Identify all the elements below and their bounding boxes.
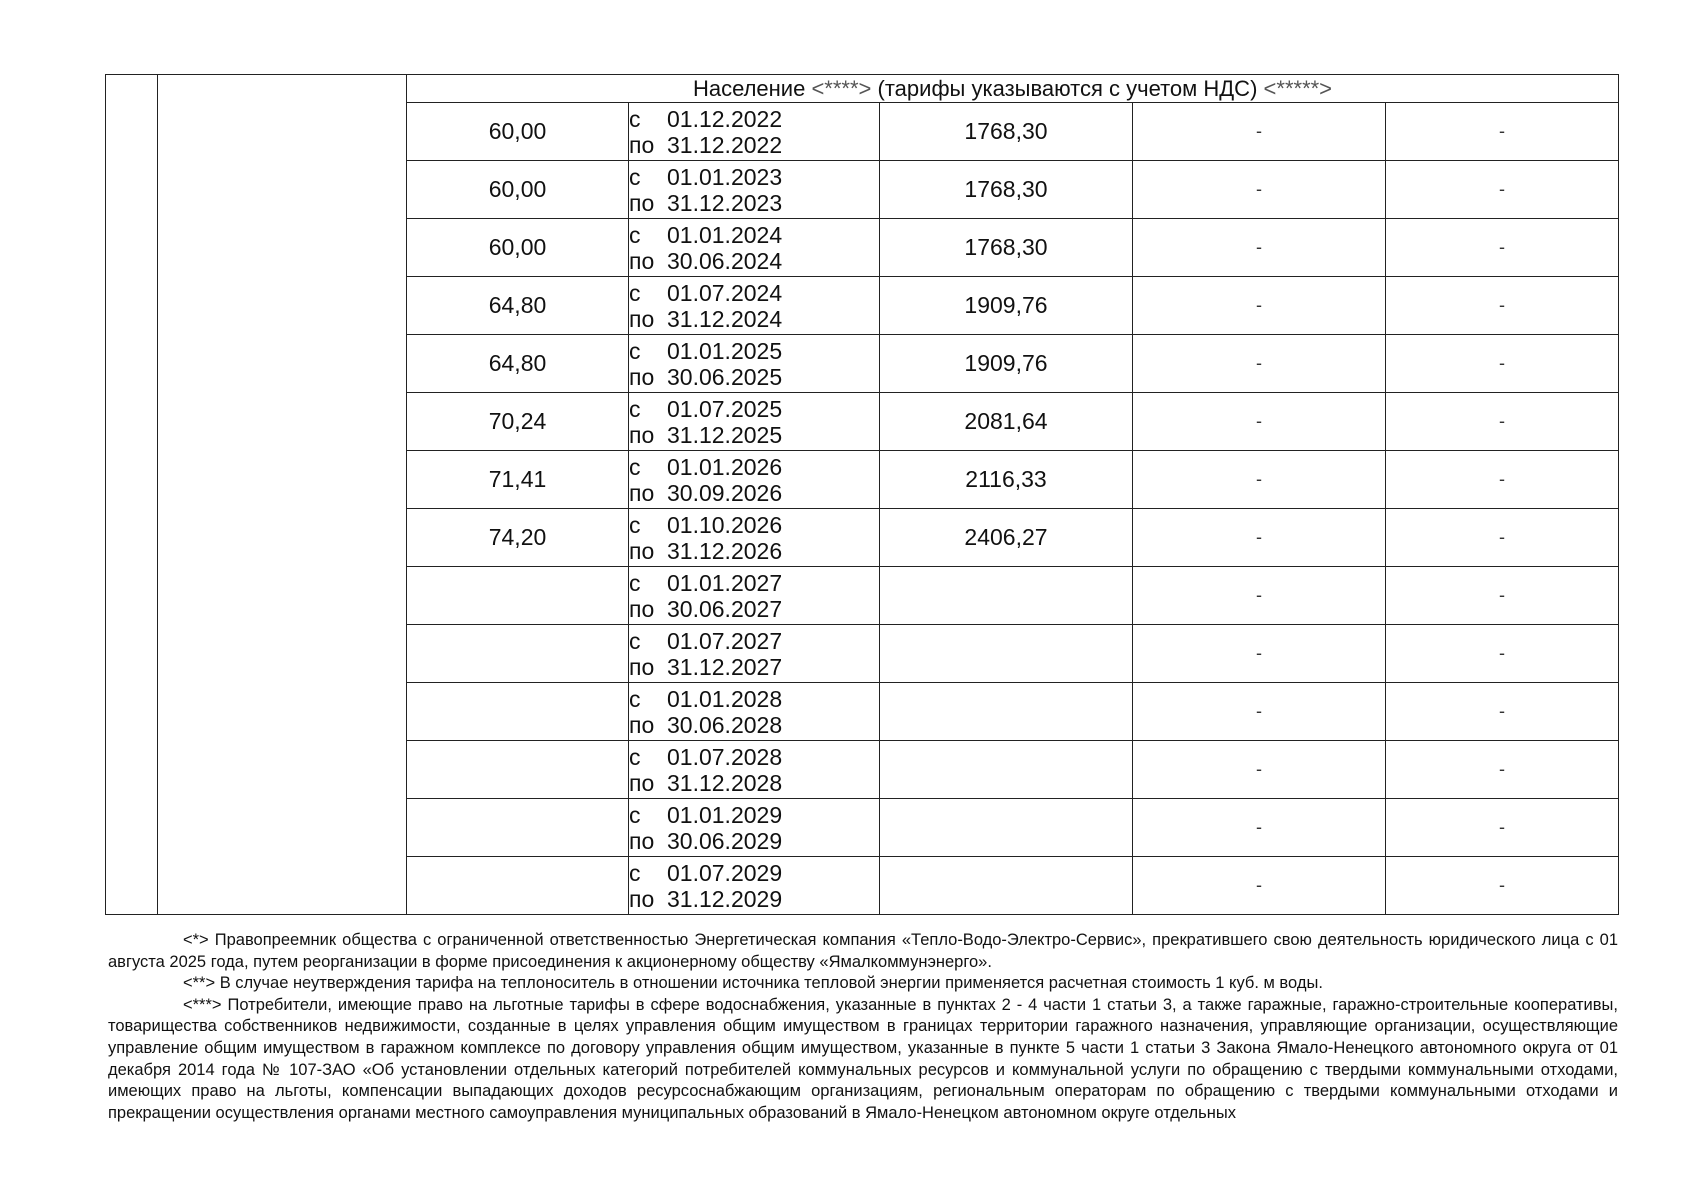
rate-cell — [407, 857, 629, 915]
price-cell — [880, 857, 1133, 915]
price-cell — [880, 625, 1133, 683]
rate-cell: 74,20 — [407, 509, 629, 567]
period-from-date: 01.07.2025 — [667, 395, 783, 422]
period-cell — [629, 799, 880, 857]
period-from-prefix: с — [629, 859, 641, 886]
period-to-date: 30.06.2028 — [667, 711, 783, 738]
period-from — [629, 802, 879, 828]
period-from-date: 01.10.2026 — [667, 511, 783, 538]
price-cell: 1768,30 — [880, 161, 1133, 219]
period-to-prefix: по — [629, 885, 655, 912]
price-cell: 1768,30 — [880, 219, 1133, 277]
period-from — [629, 860, 879, 886]
period-from-date: 01.12.2022 — [667, 105, 783, 132]
period-to-date: 30.06.2024 — [667, 247, 783, 274]
footnote-3: <***> Потребители, имеющие право на льготные тарифы в сфере водоснабжения, указанные в пунктах 2 - 4 части 1 статьи 3, а также гаражные, гаражно-строительные кооперативы, товарищества собственников недвижимости, созданные в целях управления общим имуществом в границах территории гаражного назначения, управляющие организации, осуществляющие управление общим имуществом в гаражном комплексе по договору управления общим имуществом, указанные в пункте 5 части 1 статьи 3 Закона Ямало-Ненецкого автономного округа от 01 декабря 2014 года № 107-ЗАО «Об установлении отдельных категорий потребителей коммунальных ресурсов и коммунальной услуги по обращению с твердыми коммунальными отходами, имеющих право на льготы, компенсации выпадающих доходов ресурсоснабжающим организациям, региональным операторам по обращению с твердыми коммунальными отходами и прекращении осуществления органами местного самоуправления муниципальных образований в Ямало-Ненецком автономном округе отдельных — [108, 995, 1618, 1122]
rate-cell: 60,00 — [407, 219, 629, 277]
price-cell: 1768,30 — [880, 103, 1133, 161]
header-mark-1: <****> — [811, 76, 872, 101]
period-to — [629, 248, 879, 274]
period-from-date: 01.07.2028 — [667, 743, 783, 770]
period-from-prefix: с — [629, 453, 641, 480]
dash-cell: - — [1133, 451, 1386, 509]
period-to-date: 31.12.2028 — [667, 769, 783, 796]
dash-cell: - — [1133, 335, 1386, 393]
period-from — [629, 744, 879, 770]
period-to-prefix: по — [629, 131, 655, 158]
period-from-prefix: с — [629, 163, 641, 190]
dash-cell: - — [1133, 509, 1386, 567]
period-cell — [629, 335, 880, 393]
period-to — [629, 654, 879, 680]
period-from — [629, 106, 879, 132]
period-to — [629, 422, 879, 448]
dash-cell: - — [1133, 277, 1386, 335]
period-to-prefix: по — [629, 247, 655, 274]
period-cell — [629, 103, 880, 161]
rate-cell: 64,80 — [407, 335, 629, 393]
table-blank-column-2 — [158, 75, 407, 915]
period-from — [629, 338, 879, 364]
period-from-prefix: с — [629, 801, 641, 828]
footnotes — [108, 930, 1618, 1124]
dash-cell: - — [1133, 161, 1386, 219]
period-to-date: 31.12.2023 — [667, 189, 783, 216]
period-from-date: 01.07.2024 — [667, 279, 783, 306]
period-to-prefix: по — [629, 769, 655, 796]
dash-cell: - — [1386, 161, 1619, 219]
period-from-prefix: с — [629, 337, 641, 364]
period-to-prefix: по — [629, 479, 655, 506]
period-from — [629, 570, 879, 596]
footnote-1: <*> Правопреемник общества с ограниченной ответственностью Энергетическая компания «Тепло-Водо-Электро-Сервис», прекратившего свою деятельность юридического лица с 01 августа 2025 года, путем реорганизации в форме присоединения к акционерному обществу «Ямалкоммунэнерго». — [108, 931, 1618, 971]
period-to-date: 31.12.2029 — [667, 885, 783, 912]
period-to-prefix: по — [629, 711, 655, 738]
rate-cell: 64,80 — [407, 277, 629, 335]
dash-cell: - — [1133, 799, 1386, 857]
period-from — [629, 164, 879, 190]
period-cell — [629, 393, 880, 451]
rate-cell — [407, 741, 629, 799]
footnote-2: <**> В случае неутверждения тарифа на теплоноситель в отношении источника тепловой энергии применяется расчетная стоимость 1 куб. м воды. — [183, 974, 1323, 993]
period-to — [629, 306, 879, 332]
period-to-prefix: по — [629, 653, 655, 680]
rate-cell: 71,41 — [407, 451, 629, 509]
period-from-prefix: с — [629, 685, 641, 712]
population-header — [407, 75, 1619, 103]
dash-cell: - — [1133, 741, 1386, 799]
period-to — [629, 132, 879, 158]
dash-cell: - — [1386, 857, 1619, 915]
price-cell — [880, 799, 1133, 857]
header-mark-2: <*****> — [1263, 76, 1333, 101]
dash-cell: - — [1386, 103, 1619, 161]
period-from-date: 01.01.2026 — [667, 453, 783, 480]
period-to — [629, 828, 879, 854]
rate-cell — [407, 625, 629, 683]
rate-cell — [407, 567, 629, 625]
period-from — [629, 686, 879, 712]
table-header-row — [106, 75, 1619, 103]
period-from-prefix: с — [629, 395, 641, 422]
period-to-prefix: по — [629, 305, 655, 332]
period-from — [629, 628, 879, 654]
period-from-date: 01.01.2029 — [667, 801, 783, 828]
dash-cell: - — [1386, 277, 1619, 335]
header-label: Население — [692, 76, 806, 101]
period-from-date: 01.01.2024 — [667, 221, 783, 248]
dash-cell: - — [1386, 799, 1619, 857]
period-cell — [629, 625, 880, 683]
period-to — [629, 886, 879, 912]
period-from-prefix: с — [629, 221, 641, 248]
period-to — [629, 364, 879, 390]
period-to-date: 30.06.2027 — [667, 595, 783, 622]
period-to-prefix: по — [629, 827, 655, 854]
period-from-date: 01.01.2023 — [667, 163, 783, 190]
period-cell — [629, 741, 880, 799]
period-to-prefix: по — [629, 595, 655, 622]
period-from-date: 01.01.2025 — [667, 337, 783, 364]
period-cell — [629, 509, 880, 567]
rate-cell: 60,00 — [407, 103, 629, 161]
dash-cell: - — [1386, 625, 1619, 683]
dash-cell: - — [1133, 857, 1386, 915]
period-from-prefix: с — [629, 743, 641, 770]
period-from-prefix: с — [629, 279, 641, 306]
period-to-date: 30.06.2029 — [667, 827, 783, 854]
period-cell — [629, 277, 880, 335]
period-from-prefix: с — [629, 511, 641, 538]
period-to-date: 31.12.2025 — [667, 421, 783, 448]
period-to — [629, 712, 879, 738]
period-cell — [629, 567, 880, 625]
period-to-date: 31.12.2027 — [667, 653, 783, 680]
header-text: (тарифы указываются с учетом НДС) — [877, 76, 1258, 101]
dash-cell: - — [1386, 741, 1619, 799]
period-to-prefix: по — [629, 363, 655, 390]
period-to-date: 30.06.2025 — [667, 363, 783, 390]
period-to-date: 31.12.2026 — [667, 537, 783, 564]
dash-cell: - — [1133, 219, 1386, 277]
period-from-prefix: с — [629, 569, 641, 596]
price-cell: 2081,64 — [880, 393, 1133, 451]
period-to-prefix: по — [629, 421, 655, 448]
dash-cell: - — [1133, 625, 1386, 683]
period-from-prefix: с — [629, 105, 641, 132]
dash-cell: - — [1386, 393, 1619, 451]
period-from-date: 01.07.2027 — [667, 627, 783, 654]
period-to — [629, 770, 879, 796]
period-to-prefix: по — [629, 189, 655, 216]
dash-cell: - — [1386, 509, 1619, 567]
rate-cell — [407, 799, 629, 857]
dash-cell: - — [1386, 219, 1619, 277]
dash-cell: - — [1386, 451, 1619, 509]
dash-cell: - — [1133, 103, 1386, 161]
period-to — [629, 596, 879, 622]
dash-cell: - — [1386, 683, 1619, 741]
rate-cell: 70,24 — [407, 393, 629, 451]
period-cell — [629, 161, 880, 219]
period-to-date: 31.12.2024 — [667, 305, 783, 332]
period-from-prefix: с — [629, 627, 641, 654]
price-cell — [880, 741, 1133, 799]
period-from-date: 01.07.2029 — [667, 859, 783, 886]
period-cell — [629, 857, 880, 915]
period-from — [629, 280, 879, 306]
price-cell: 1909,76 — [880, 335, 1133, 393]
dash-cell: - — [1386, 567, 1619, 625]
period-from — [629, 512, 879, 538]
period-from-date: 01.01.2027 — [667, 569, 783, 596]
price-cell: 1909,76 — [880, 277, 1133, 335]
period-to — [629, 538, 879, 564]
dash-cell: - — [1386, 335, 1619, 393]
period-from — [629, 222, 879, 248]
dash-cell: - — [1133, 567, 1386, 625]
tariff-table — [105, 74, 1619, 915]
rate-cell: 60,00 — [407, 161, 629, 219]
price-cell: 2116,33 — [880, 451, 1133, 509]
period-cell — [629, 219, 880, 277]
period-to-date: 30.09.2026 — [667, 479, 783, 506]
period-to-prefix: по — [629, 537, 655, 564]
period-to — [629, 190, 879, 216]
period-from-date: 01.01.2028 — [667, 685, 783, 712]
period-to-date: 31.12.2022 — [667, 131, 783, 158]
price-cell — [880, 683, 1133, 741]
period-from — [629, 396, 879, 422]
period-cell — [629, 683, 880, 741]
rate-cell — [407, 683, 629, 741]
period-cell — [629, 451, 880, 509]
period-from — [629, 454, 879, 480]
price-cell — [880, 567, 1133, 625]
table-blank-column-1 — [106, 75, 158, 915]
period-to — [629, 480, 879, 506]
dash-cell: - — [1133, 393, 1386, 451]
price-cell: 2406,27 — [880, 509, 1133, 567]
dash-cell: - — [1133, 683, 1386, 741]
